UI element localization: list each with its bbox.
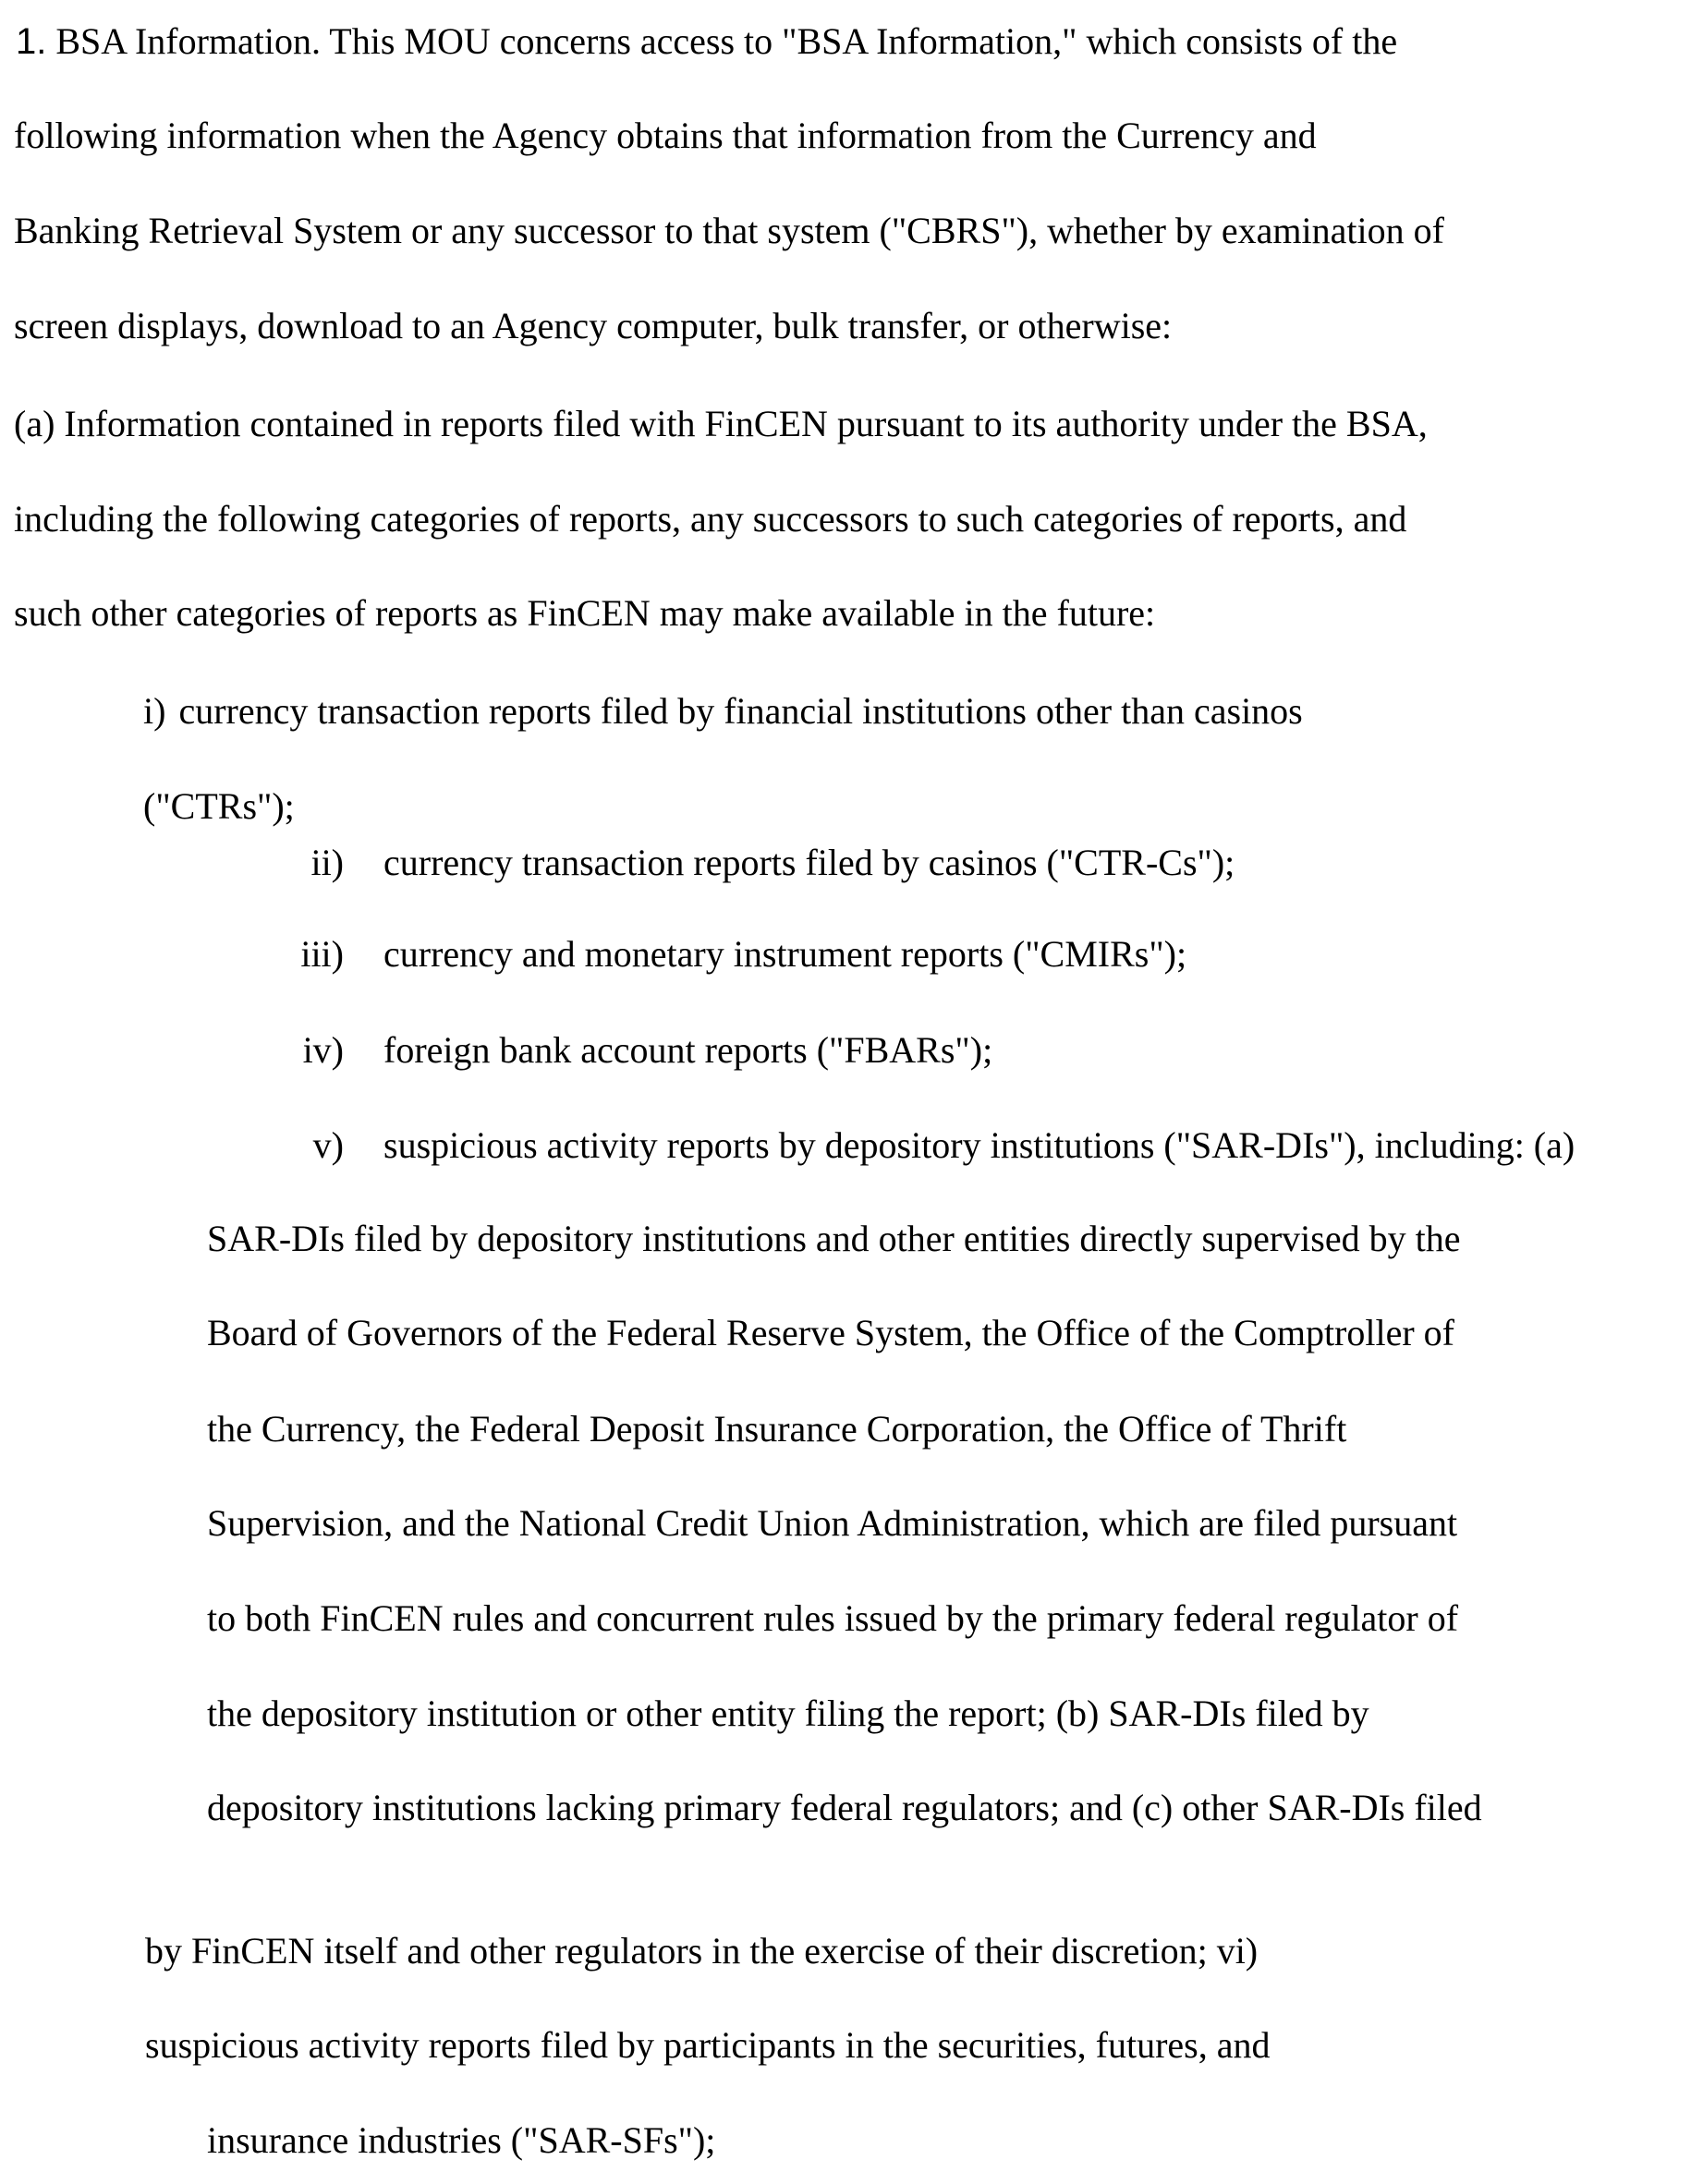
list-item-iv: foreign bank account reports ("FBARs"); [383, 1029, 993, 1071]
list-marker-iv: iv) [302, 1029, 344, 1071]
list-item-text: currency transaction reports filed by financial institutions other than casinos [178, 690, 1303, 732]
list-marker-v: v) [312, 1124, 344, 1166]
list-marker-ii: ii) [310, 842, 344, 883]
list-item-v-continuation-1: SAR-DIs filed by depository institutions and other entities directly supervised by the [207, 1218, 1461, 1259]
list-marker: i) [143, 690, 166, 732]
section-number: 1. [16, 21, 47, 62]
list-item-v-continuation-7: depository institutions lacking primary federal regulators; and (c) other SAR-DIs filed [207, 1787, 1482, 1828]
list-item-i [143, 690, 1303, 732]
trailing-line-2: suspicious activity reports filed by participants in the securities, futures, and [145, 2024, 1271, 2066]
list-item-v-continuation-5: to both FinCEN rules and concurrent rules issued by the primary federal regulator of [207, 1597, 1459, 1639]
list-item-v-continuation-2: Board of Governors of the Federal Reserve System, the Office of the Comptroller of [207, 1312, 1454, 1353]
paragraph-text: BSA Information. This MOU concerns access to "BSA Information," which consists of the [46, 20, 1398, 62]
paragraph-line-6: including the following categories of reports, any successors to such categories of reports, and [14, 498, 1407, 540]
trailing-line-1: by FinCEN itself and other regulators in the exercise of their discretion; vi) [145, 1930, 1259, 1972]
trailing-line-3: insurance industries ("SAR-SFs"); [207, 2119, 716, 2161]
list-item-v-continuation-6: the depository institution or other entity filing the report; (b) SAR-DIs filed by [207, 1693, 1369, 1734]
list-item-v: suspicious activity reports by depository institutions ("SAR-DIs"), including: (a) [383, 1124, 1575, 1166]
list-item-v-continuation-3: the Currency, the Federal Deposit Insurance Corporation, the Office of Thrift [207, 1408, 1347, 1450]
paragraph-line-7: such other categories of reports as FinCEN may make available in the future: [14, 592, 1156, 634]
list-item-v-continuation-4: Supervision, and the National Credit Union Administration, which are filed pursuant [207, 1502, 1458, 1544]
paragraph-line-4: screen displays, download to an Agency computer, bulk transfer, or otherwise: [14, 305, 1173, 346]
paragraph-line-1 [16, 20, 1397, 62]
list-item-ii: currency transaction reports filed by casinos ("CTR-Cs"); [383, 842, 1235, 883]
paragraph-line-5: (a) Information contained in reports filed with FinCEN pursuant to its authority under the BSA, [14, 403, 1428, 444]
list-marker-iii: iii) [300, 933, 344, 975]
list-item-i-continuation: ("CTRs"); [143, 785, 295, 827]
paragraph-line-2: following information when the Agency obtains that information from the Currency and [14, 115, 1317, 156]
list-item-iii: currency and monetary instrument reports ("CMIRs"); [383, 933, 1187, 975]
paragraph-line-3: Banking Retrieval System or any successor to that system ("CBRS"), whether by examination of [14, 210, 1444, 251]
